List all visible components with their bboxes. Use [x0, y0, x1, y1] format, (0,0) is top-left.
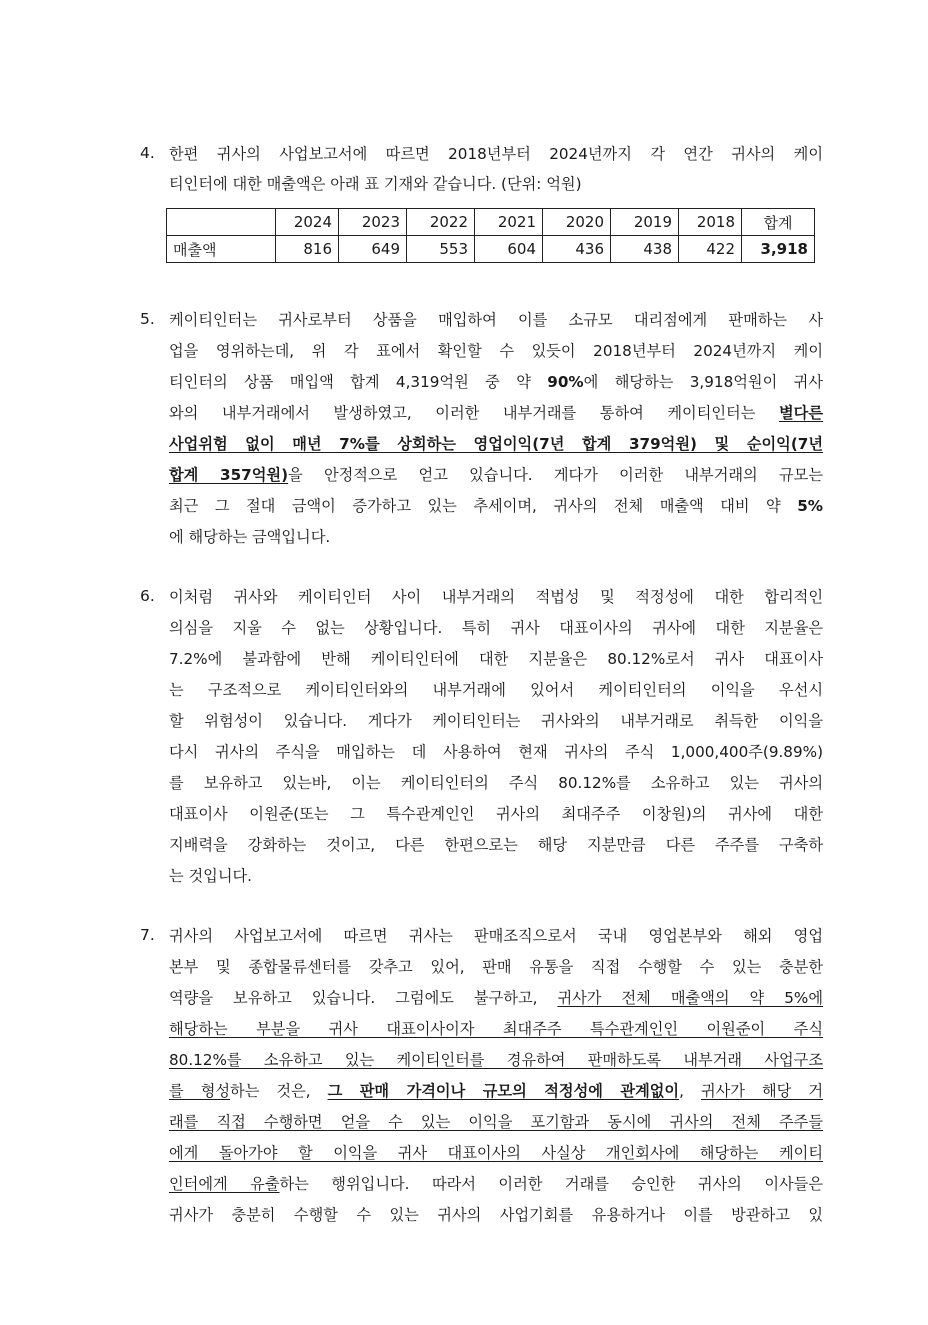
text-span: 는 것입니다.	[169, 867, 253, 885]
emphasis-text: 해당하는 부분을 귀사 대표이사이자 최대주주 특수관계인인 이원준이 주식	[169, 1020, 823, 1038]
text-line	[169, 144, 823, 164]
text-line	[169, 742, 823, 762]
item-number: 6.	[140, 587, 155, 605]
text-line	[169, 835, 823, 855]
text-span: 귀사가 충분히 수행할 수 있는 귀사의 사업기회를 유용하거나 이를 방관하고 있	[169, 1206, 823, 1224]
emphasis-text: 귀사가 해당 거	[700, 1082, 824, 1100]
emphasis-text: 에게 돌아가야 할 이익을 귀사 대표이사의 사실상 개인회사에 해당하는 케이티	[169, 1144, 823, 1162]
text-span: 다시 귀사의 주식을 매입하는 데 사용하여 현재 귀사의 주식 1,000,400주(9.89%)	[169, 743, 823, 761]
text-span: 의심을 지울 수 없는 상황입니다. 특히 귀사 대표이사의 귀사에 대한 지분율은	[169, 619, 823, 637]
text-line	[169, 403, 823, 423]
text-span: 최근 그 절대 금액이 증가하고 있는 추세이며, 귀사의 전체 매출액 대비 약	[169, 497, 798, 515]
table-header-cell: 2020	[543, 209, 611, 236]
text-span: 이처럼 귀사와 케이티인터 사이 내부거래의 적법성 및 적정성에 대한 합리적인	[169, 588, 823, 606]
text-span: ,	[679, 1082, 701, 1100]
text-span: 를 보유하고 있는바, 이는 케이티인터의 주식 80.12%를 소유하고 있는 귀사의	[169, 774, 823, 792]
text-span: 에 해당하는 금액입니다.	[169, 528, 331, 546]
table-header-cell: 2024	[276, 209, 339, 236]
text-span: 티인터에 대한 매출액은 아래 표 기재와 같습니다. (단위: 억원)	[169, 175, 582, 193]
text-span: 티인터의 상품 매입액 합계 4,319억원 중 약	[169, 373, 548, 391]
text-line	[169, 174, 823, 194]
table-header-cell: 2023	[339, 209, 407, 236]
table-header-cell	[167, 209, 276, 236]
emphasis-text: 그 판매 가격이나 규모의 적정성에 관계없이	[327, 1082, 680, 1100]
text-line	[169, 1050, 823, 1070]
text-line	[169, 1205, 823, 1225]
text-line	[169, 372, 823, 392]
table-cell: 436	[543, 236, 611, 263]
text-line	[169, 957, 823, 977]
text-span: 대표이사 이원준(또는 그 특수관계인인 귀사의 최대주주 이창원)의 귀사에 대한	[169, 805, 823, 823]
item-number: 5.	[140, 310, 155, 328]
table-cell: 816	[276, 236, 339, 263]
text-span: 을 안정적으로 얻고 있습니다. 게다가 이러한 내부거래의 규모는	[288, 466, 823, 484]
text-span: 귀사의 사업보고서에 따르면 귀사는 판매조직으로서 국내 영업본부와 해외 영업	[169, 927, 823, 945]
emphasis-text: 를 형성	[169, 1082, 231, 1100]
text-span: 7.2%에 불과함에 반해 케이티인터에 대한 지분율은 80.12%로서 귀사 대표이사	[169, 650, 823, 668]
text-span: 에 해당하는 3,918억원이 귀사	[583, 373, 823, 391]
emphasis-text: 90%	[547, 373, 584, 391]
emphasis-text: 인터에게 유출	[169, 1175, 280, 1193]
text-span: 와의 내부거래에서 발생하였고, 이러한 내부거래를 통하여 케이티인터는	[169, 404, 779, 422]
text-line	[169, 1081, 823, 1101]
text-span: 지배력을 강화하는 것이고, 다른 한편으로는 해당 지분만큼 다른 주주를 구축하	[169, 836, 823, 854]
item-number: 4.	[140, 144, 155, 162]
table-header-cell: 2021	[475, 209, 543, 236]
table-cell: 604	[475, 236, 543, 263]
item-number: 7.	[140, 926, 155, 944]
emphasis-text: 래를 직접 수행하면 얻을 수 있는 이익을 포기함과 동시에 귀사의 전체 주주들	[169, 1113, 823, 1131]
emphasis-text: 귀사가 전체 매출액의 약 5%에	[557, 989, 823, 1007]
text-line	[169, 988, 823, 1008]
text-line	[169, 434, 823, 454]
table-header-cell: 합계	[742, 209, 815, 236]
text-span: 케이티인터는 귀사로부터 상품을 매입하여 이를 소규모 대리점에게 판매하는 사	[169, 311, 823, 329]
text-line	[169, 1019, 823, 1039]
table-cell: 649	[339, 236, 407, 263]
text-line	[169, 804, 823, 824]
text-line	[169, 1143, 823, 1163]
text-line	[169, 341, 823, 361]
text-line	[169, 618, 823, 638]
text-span: 하는 것은,	[230, 1082, 328, 1100]
table-header-cell: 2018	[679, 209, 742, 236]
table-header-row	[167, 209, 815, 236]
text-span: 하는 행위입니다. 따라서 이러한 거래를 승인한 귀사의 이사들은	[279, 1175, 824, 1193]
text-line	[169, 866, 823, 886]
text-line	[169, 680, 823, 700]
text-line	[169, 1174, 823, 1194]
text-line	[169, 496, 823, 516]
text-line	[169, 711, 823, 731]
table-header-cell: 2022	[407, 209, 475, 236]
text-span: 는 구조적으로 케이티인터와의 내부거래에 있어서 케이티인터의 이익을 우선시	[169, 681, 823, 699]
text-span: 업을 영위하는데, 위 각 표에서 확인할 수 있듯이 2018년부터 2024년까지 케이	[169, 342, 823, 360]
emphasis-text: 80.12%를 소유하고 있는 케이티인터를 경유하여 판매하도록 내부거래 사업구조	[169, 1051, 823, 1069]
text-span: 할 위험성이 있습니다. 게다가 케이티인터는 귀사와의 내부거래로 취득한 이익을	[169, 712, 823, 730]
text-line	[169, 465, 823, 485]
emphasis-text: 5%	[797, 497, 823, 515]
emphasis-text: 합계 357억원)	[169, 466, 289, 484]
text-line	[169, 649, 823, 669]
text-line	[169, 926, 823, 946]
text-line	[169, 527, 823, 547]
table-row	[167, 236, 815, 263]
table-cell-total: 3,918	[742, 236, 815, 263]
text-line	[169, 773, 823, 793]
emphasis-text: 별다른	[778, 404, 823, 422]
sales-table	[166, 208, 815, 263]
table-cell: 553	[407, 236, 475, 263]
text-span: 역량을 보유하고 있습니다. 그럼에도 불구하고,	[169, 989, 558, 1007]
row-label: 매출액	[167, 236, 276, 263]
emphasis-text: 사업위험 없이 매년 7%를 상회하는 영업이익(7년 합계 379억원) 및 순이익(7년	[169, 435, 823, 453]
text-line	[169, 587, 823, 607]
text-span: 한편 귀사의 사업보고서에 따르면 2018년부터 2024년까지 각 연간 귀사의 케이	[169, 145, 823, 163]
table-cell: 422	[679, 236, 742, 263]
text-line	[169, 1112, 823, 1132]
table-header-cell: 2019	[611, 209, 679, 236]
text-line	[169, 310, 823, 330]
table-cell: 438	[611, 236, 679, 263]
text-span: 본부 및 종합물류센터를 갖추고 있어, 판매 유통을 직접 수행할 수 있는 충분한	[169, 958, 823, 976]
